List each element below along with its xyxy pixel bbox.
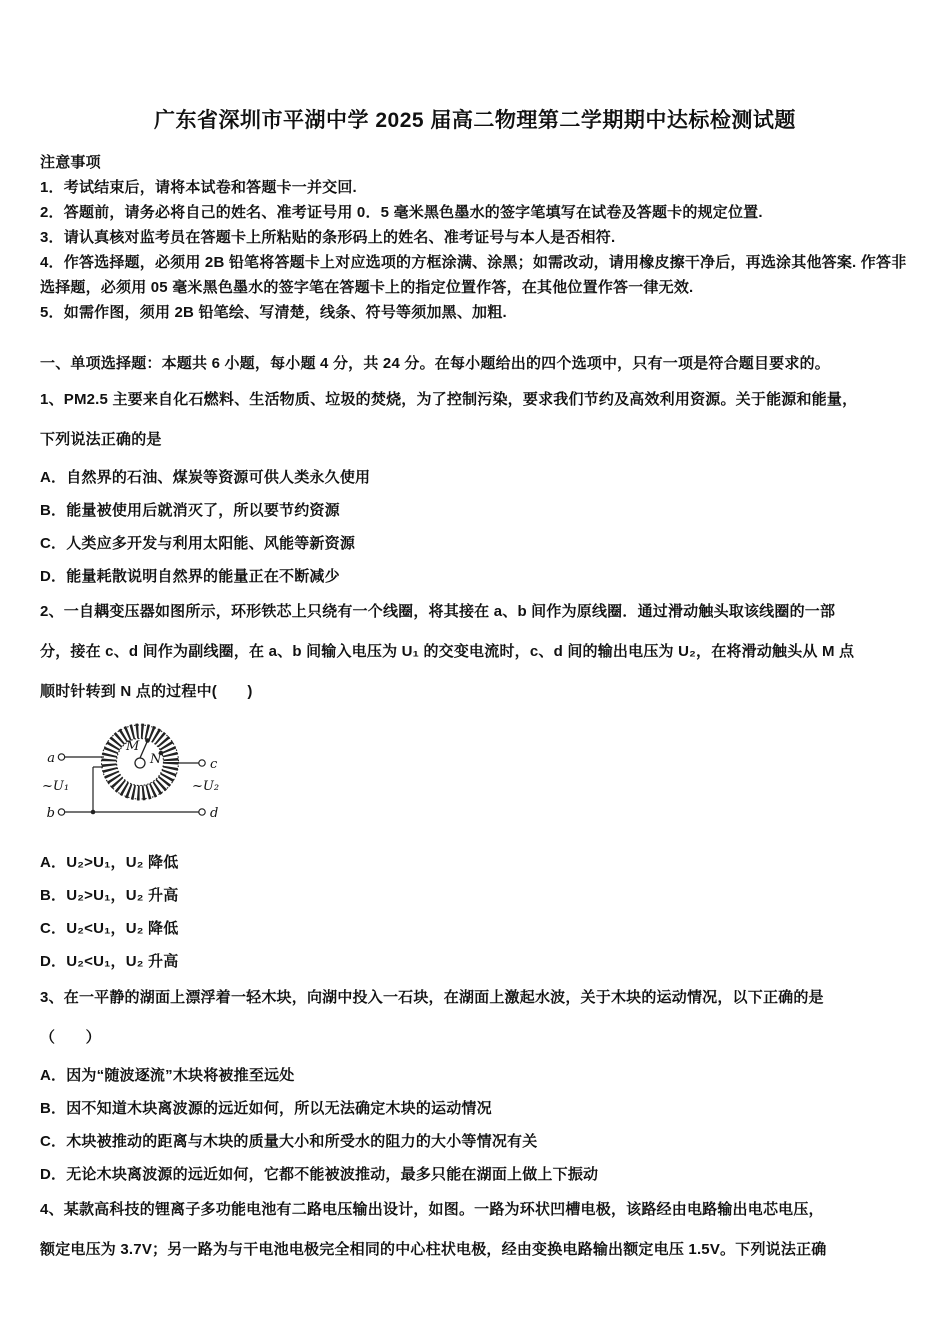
- question-stem: 2、一自耦变压器如图所示，环形铁芯上只绕有一个线圈，将其接在 a、b 间作为原线圈．通过滑动触头取该线圈的一部: [40, 603, 836, 620]
- option-b: B．U₂>U₁，U₂ 升高: [40, 887, 179, 904]
- slider-pivot: [135, 758, 145, 768]
- label-m: M: [126, 739, 140, 754]
- option-d: D．无论木块离波源的远近如何，它都不能被波推动，最多只能在湖面上做上下振动: [40, 1166, 599, 1183]
- question-3: [40, 983, 910, 1188]
- terminal-b: [58, 809, 64, 815]
- question-stem: 分，接在 c、d 间作为副线圈，在 a、b 间输入电压为 U₁ 的交变电流时，c、d 间的输出电压为 U₂，在将滑动触头从 M 点: [40, 643, 855, 660]
- notice-section: [40, 150, 910, 325]
- notice-item: 4．作答选择题，必须用 2B 铅笔将答题卡上对应选项的方框涂满、涂黑；如需改动，请用橡皮擦干净后，再选涂其他答案. 作答非选择题，必须用 05 毫米黑色墨水的签字笔在答题卡上的指定位置作答，在其他位置作答一律无效.: [40, 254, 907, 296]
- option-c: C．人类应多开发与利用太阳能、风能等新资源: [40, 535, 356, 552]
- option-a: A．U₂>U₁，U₂ 降低: [40, 854, 179, 871]
- label-u2: ~U₂: [192, 779, 220, 794]
- question-1: [40, 385, 910, 590]
- autotransformer-svg: [40, 717, 250, 839]
- label-n: N: [150, 752, 162, 767]
- question-stem: 1、PM2.5 主要来自化石燃料、生活物质、垃圾的焚烧，为了控制污染，要求我们节约及高效利用资源。关于能源和能量，: [40, 391, 858, 408]
- question-stem: 4、某款高科技的锂离子多功能电池有二路电压输出设计，如图。一路为环状凹槽电极，该路经由电路输出电芯电压，: [40, 1201, 824, 1218]
- option-c: C．木块被推动的距离与木块的质量大小和所受水的阻力的大小等情况有关: [40, 1133, 538, 1150]
- page-title: 广东省深圳市平湖中学 2025 届高二物理第二学期期中达标检测试题: [154, 109, 796, 132]
- terminal-c: [199, 760, 205, 766]
- option-b: B．因不知道木块离波源的远近如何，所以无法确定木块的运动情况: [40, 1100, 492, 1117]
- option-b: B．能量被使用后就消灭了，所以要节约资源: [40, 502, 340, 519]
- notice-item: 2．答题前，请务必将自己的姓名、准考证号用 0．5 毫米黑色墨水的签字笔填写在试卷及答题卡的规定位置.: [40, 204, 763, 221]
- option-a: A．自然界的石油、煤炭等资源可供人类永久使用: [40, 469, 371, 486]
- option-d: D．能量耗散说明自然界的能量正在不断减少: [40, 568, 340, 585]
- terminal-d: [199, 809, 205, 815]
- notice-item: 5．如需作图，须用 2B 铅笔绘、写清楚，线条、符号等须加黑、加粗.: [40, 304, 507, 321]
- label-c: c: [210, 757, 218, 772]
- contact-m-dot: [145, 738, 150, 743]
- question-2: [40, 597, 910, 975]
- question-stem: 顺时针转到 N 点的过程中( ): [40, 683, 253, 700]
- label-a: a: [47, 751, 55, 766]
- option-a: A．因为“随波逐流”木块将被推至远处: [40, 1067, 295, 1084]
- junction-dot: [91, 810, 96, 815]
- option-c: C．U₂<U₁，U₂ 降低: [40, 920, 179, 937]
- question-stem: 3、在一平静的湖面上漂浮着一轻木块，向湖中投入一石块，在湖面上激起水波，关于木块的运动情况，以下正确的是: [40, 989, 824, 1006]
- label-u1: ~U₁: [42, 779, 70, 794]
- option-d: D．U₂<U₁，U₂ 升高: [40, 953, 179, 970]
- question-4: [40, 1195, 910, 1265]
- autotransformer-figure: [40, 717, 910, 844]
- notice-heading: 注意事项: [40, 154, 101, 171]
- section-heading: 一、单项选择题：本题共 6 小题，每小题 4 分，共 24 分。在每小题给出的四个选项中，只有一项是符合题目要求的。: [40, 355, 830, 372]
- notice-item: 1．考试结束后，请将本试卷和答题卡一并交回.: [40, 179, 357, 196]
- label-b: b: [46, 806, 55, 821]
- question-stem: 额定电压为 3.7V；另一路为与干电池电极完全相同的中心柱状电极，经由变换电路输出额定电压 1.5V。下列说法正确: [40, 1241, 827, 1258]
- question-stem: 下列说法正确的是: [40, 431, 162, 448]
- label-d: d: [210, 806, 219, 821]
- notice-item: 3．请认真核对监考员在答题卡上所粘贴的条形码上的姓名、准考证号与本人是否相符.: [40, 229, 616, 246]
- question-stem: （ ）: [40, 1029, 101, 1046]
- terminal-a: [58, 754, 64, 760]
